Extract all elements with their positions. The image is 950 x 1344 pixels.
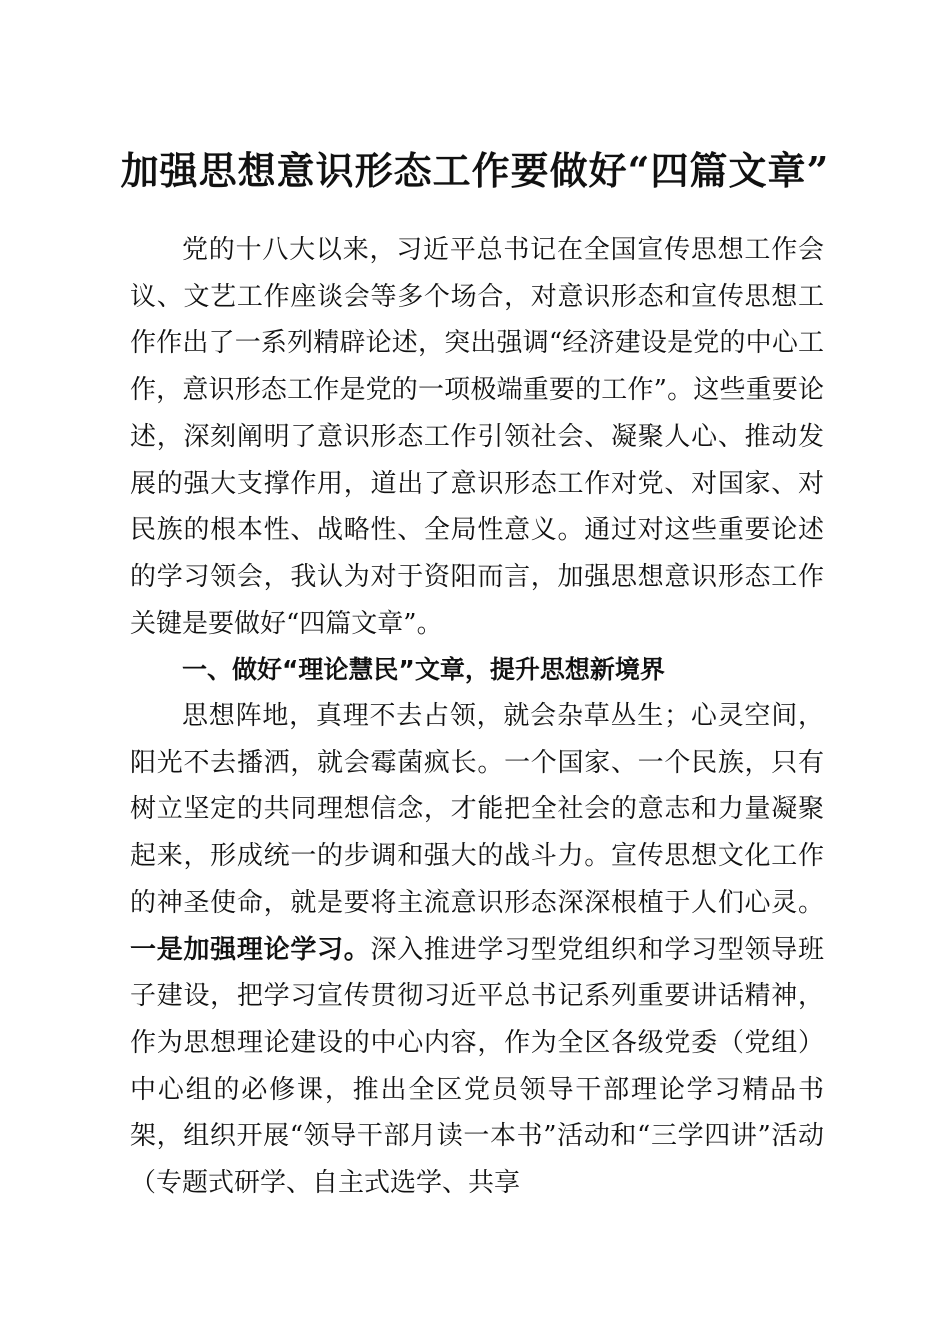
paragraph-section-1-bold-point: 一是加强理论学习。 [130,934,371,965]
section-heading-1: 一、做好“理论慧民”文章，提升思想新境界 [182,655,665,684]
paragraph-section-1-text-b: 深入推进学习型党组织和学习型领导班子建设，把学习宣传贯彻习近平总书记系列重要讲话精神，作为思想理论建设的中心内容，作为全区各级党委（党组）中心组的必修课，推出全区党员领导干部理论学习精品书架，组织开展“领导干部月读一本书”活动和“三学四讲”活动（专题式研学、自主式选学、共享 [130,934,824,1199]
paragraph-section-1-text-a: 思想阵地，真理不去占领，就会杂草丛生；心灵空间，阳光不去播洒，就会霉菌疯长。一个国家、一个民族，只有树立坚定的共同理想信念，才能把全社会的意志和力量凝聚起来，形成统一的步调和强大的战斗力。宣传思想文化工作的神圣使命，就是要将主流意识形态深深根植于人们心灵。 [130,701,824,918]
document-title: 加强思想意识形态工作要做好“四篇文章” [120,148,830,193]
paragraph-intro: 党的十八大以来，习近平总书记在全国宣传思想工作会议、文艺工作座谈会等多个场合，对意识形态和宣传思想工作作出了一系列精辟论述，突出强调“经济建设是党的中心工作，意识形态工作是党的一项极端重要的工作”。这些重要论述，深刻阐明了意识形态工作引领社会、凝聚人心、推动发展的强大支撑作用，道出了意识形态工作对党、对国家、对民族的根本性、战略性、全局性意义。通过对这些重要论述的学习领会，我认为对于资阳而言，加强思想意识形态工作关键是要做好“四篇文章”。 [130,235,824,639]
paragraph-section-1 [130,693,824,1207]
